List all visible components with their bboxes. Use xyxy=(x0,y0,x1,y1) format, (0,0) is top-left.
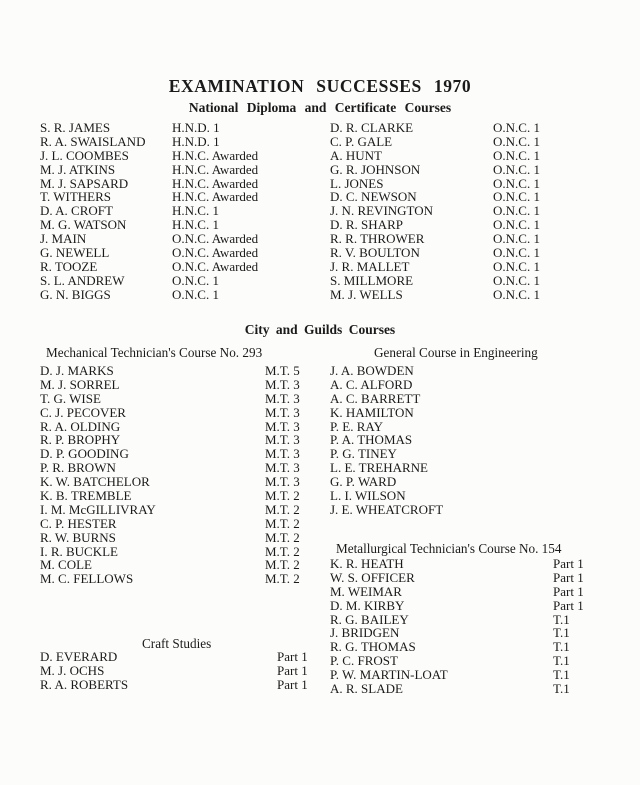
student-name: P. A. THOMAS xyxy=(330,432,413,448)
result-row xyxy=(40,664,308,678)
student-name: J. BRIDGEN xyxy=(330,625,400,641)
student-name: M. COLE xyxy=(40,557,92,573)
result-row xyxy=(40,475,300,489)
exam-result: T.1 xyxy=(553,639,570,655)
exam-result: M.T. 3 xyxy=(265,432,300,448)
result-row xyxy=(40,378,300,392)
student-name: K. W. BATCHELOR xyxy=(40,474,150,490)
student-name: T. G. WISE xyxy=(40,390,101,406)
student-name: P. W. MARTIN-LOAT xyxy=(330,667,448,683)
exam-result: M.T. 2 xyxy=(265,571,300,587)
student-name: M. J. OCHS xyxy=(40,662,105,678)
exam-result: M.T. 3 xyxy=(265,376,300,392)
exam-result: M.T. 2 xyxy=(265,529,300,545)
exam-result: Part 1 xyxy=(553,556,584,571)
student-name: K. HAMILTON xyxy=(330,404,414,420)
result-row xyxy=(330,489,443,503)
result-row xyxy=(40,121,258,135)
exam-result: H.N.C. Awarded xyxy=(172,175,259,191)
result-row xyxy=(330,585,584,599)
exam-result: M.T. 2 xyxy=(265,488,300,504)
student-name: G. NEWELL xyxy=(40,245,110,261)
result-row xyxy=(330,682,584,696)
national-section-heading: National Diploma and Certificate Courses xyxy=(188,100,452,115)
result-row xyxy=(40,461,300,475)
result-row xyxy=(40,274,258,288)
city-guilds-heading: City and Guilds Courses xyxy=(244,322,396,337)
result-row xyxy=(40,190,258,204)
result-row xyxy=(330,613,584,627)
student-name: S. MILLMORE xyxy=(330,272,414,288)
result-row xyxy=(330,406,443,420)
mechanical-course-heading: Mechanical Technician's Course No. 293 xyxy=(46,345,263,360)
exam-result: O.N.C. 1 xyxy=(493,286,540,302)
student-name: R. G. BAILEY xyxy=(330,611,409,627)
exam-result: Part 1 xyxy=(277,662,308,678)
result-row xyxy=(330,149,540,163)
student-name: R. R. THROWER xyxy=(330,231,425,247)
exam-result: O.N.C. Awarded xyxy=(172,231,259,247)
student-name: C. P. GALE xyxy=(330,133,393,149)
student-name: D. C. NEWSON xyxy=(330,189,417,205)
student-name: D. M. KIRBY xyxy=(330,597,405,613)
result-row xyxy=(330,260,540,274)
result-row xyxy=(330,433,443,447)
result-row xyxy=(40,288,258,302)
student-name: M. C. FELLOWS xyxy=(40,571,134,587)
student-name: J. L. COOMBES xyxy=(40,147,129,163)
student-name: M. J. SORREL xyxy=(40,376,120,392)
result-row xyxy=(330,654,584,668)
craft-studies-list xyxy=(40,650,308,692)
exam-result: H.N.C. Awarded xyxy=(172,147,259,163)
exam-result: O.N.C. 1 xyxy=(493,133,540,149)
exam-result: H.N.D. 1 xyxy=(172,133,220,149)
result-row xyxy=(330,246,540,260)
result-row xyxy=(40,558,300,572)
exam-result: O.N.C. 1 xyxy=(493,120,540,135)
general-course-list xyxy=(330,364,443,517)
exam-result: H.N.C. 1 xyxy=(172,217,219,233)
result-row xyxy=(40,406,300,420)
exam-result: T.1 xyxy=(553,667,570,683)
exam-result: M.T. 2 xyxy=(265,557,300,573)
student-name: J. R. MALLET xyxy=(330,258,410,274)
student-name: A. HUNT xyxy=(330,147,382,163)
student-name: P. C. FROST xyxy=(330,653,398,669)
exam-result: O.N.C. 1 xyxy=(172,272,219,288)
exam-result: O.N.C. Awarded xyxy=(172,245,259,261)
student-name: D. EVERARD xyxy=(40,649,118,664)
student-name: R. W. BURNS xyxy=(40,529,116,545)
student-name: A. C. ALFORD xyxy=(330,376,413,392)
result-row xyxy=(40,246,258,260)
student-name: D. A. CROFT xyxy=(40,203,113,219)
student-name: P. R. BROWN xyxy=(40,460,116,476)
exam-result: O.N.C. 1 xyxy=(493,203,540,219)
student-name: C. P. HESTER xyxy=(40,515,117,531)
student-name: P. E. RAY xyxy=(330,418,383,434)
mechanical-course-list xyxy=(40,364,300,586)
result-row xyxy=(330,640,584,654)
student-name: K. R. HEATH xyxy=(330,556,404,571)
result-row xyxy=(330,420,443,434)
student-name: A. R. SLADE xyxy=(330,681,403,697)
student-name: L. E. TREHARNE xyxy=(330,460,428,476)
student-name: D. J. MARKS xyxy=(40,363,114,378)
student-name: M. J. WELLS xyxy=(330,286,403,302)
exam-result: O.N.C. 1 xyxy=(493,147,540,163)
student-name: L. JONES xyxy=(330,175,384,191)
student-name: M. J. ATKINS xyxy=(40,161,116,177)
result-row xyxy=(330,461,443,475)
exam-result: M.T. 3 xyxy=(265,418,300,434)
student-name: R. V. BOULTON xyxy=(330,245,420,261)
result-row xyxy=(40,678,308,692)
result-row xyxy=(330,599,584,613)
exam-result: O.N.C. 1 xyxy=(493,217,540,233)
exam-result: O.N.C. Awarded xyxy=(172,258,259,274)
result-row xyxy=(40,163,258,177)
exam-result: O.N.C. 1 xyxy=(172,286,219,302)
result-row xyxy=(330,232,540,246)
result-row xyxy=(330,163,540,177)
student-name: S. R. JAMES xyxy=(40,120,111,135)
student-name: T. WITHERS xyxy=(40,189,112,205)
student-name: R. G. THOMAS xyxy=(330,639,416,655)
student-name: I. R. BUCKLE xyxy=(40,543,118,559)
result-row xyxy=(330,571,584,585)
page-title: EXAMINATION SUCCESSES 1970 xyxy=(168,76,472,96)
student-name: A. C. BARRETT xyxy=(330,390,421,406)
result-row xyxy=(330,475,443,489)
student-name: L. I. WILSON xyxy=(330,488,406,504)
result-row xyxy=(330,364,443,378)
result-row xyxy=(330,288,540,302)
result-row xyxy=(330,626,584,640)
student-name: D. P. GOODING xyxy=(40,446,129,462)
exam-result: O.N.C. 1 xyxy=(493,161,540,177)
exam-result: H.N.C. Awarded xyxy=(172,189,259,205)
student-name: J. N. REVINGTON xyxy=(330,203,434,219)
student-name: C. J. PECOVER xyxy=(40,404,126,420)
exam-result: M.T. 5 xyxy=(265,363,300,378)
result-row xyxy=(40,517,300,531)
student-name: G. N. BIGGS xyxy=(40,286,111,302)
student-name: R. TOOZE xyxy=(40,258,98,274)
exam-result: M.T. 2 xyxy=(265,515,300,531)
student-name: J. A. BOWDEN xyxy=(330,363,414,378)
exam-result: Part 1 xyxy=(553,597,584,613)
student-name: J. MAIN xyxy=(40,231,87,247)
student-name: M. J. SAPSARD xyxy=(40,175,129,191)
craft-studies-heading: Craft Studies xyxy=(142,636,212,651)
result-row xyxy=(40,177,258,191)
exam-result: H.N.D. 1 xyxy=(172,120,220,135)
exam-result: O.N.C. 1 xyxy=(493,272,540,288)
exam-result: T.1 xyxy=(553,625,570,641)
student-name: W. S. OFFICER xyxy=(330,569,415,585)
result-row xyxy=(40,650,308,664)
student-name: R. A. ROBERTS xyxy=(40,676,129,692)
result-row xyxy=(40,572,300,586)
result-row xyxy=(40,503,300,517)
result-row xyxy=(40,447,300,461)
exam-result: Part 1 xyxy=(277,676,308,692)
exam-result: T.1 xyxy=(553,653,570,669)
exam-result: Part 1 xyxy=(553,569,584,585)
result-row xyxy=(330,177,540,191)
result-row xyxy=(330,378,443,392)
result-row xyxy=(330,503,443,517)
exam-result: M.T. 3 xyxy=(265,446,300,462)
exam-result: O.N.C. 1 xyxy=(493,231,540,247)
student-name: G. P. WARD xyxy=(330,474,397,490)
student-name: I. M. McGILLIVRAY xyxy=(40,501,156,517)
metallurgical-course-list xyxy=(330,557,584,696)
result-row xyxy=(40,149,258,163)
student-name: M. G. WATSON xyxy=(40,217,127,233)
result-row xyxy=(40,545,300,559)
result-row xyxy=(40,260,258,274)
exam-result: H.N.C. 1 xyxy=(172,203,219,219)
result-row xyxy=(40,204,258,218)
student-name: K. B. TREMBLE xyxy=(40,488,132,504)
student-name: R. P. BROPHY xyxy=(40,432,121,448)
exam-result: M.T. 3 xyxy=(265,460,300,476)
metallurgical-course-heading: Metallurgical Technician's Course No. 154 xyxy=(336,541,562,556)
result-row xyxy=(40,489,300,503)
result-row xyxy=(40,364,300,378)
result-row xyxy=(40,392,300,406)
exam-result: M.T. 3 xyxy=(265,474,300,490)
student-name: S. L. ANDREW xyxy=(40,272,125,288)
national-right-column xyxy=(330,121,540,302)
exam-result: M.T. 2 xyxy=(265,543,300,559)
exam-result: M.T. 3 xyxy=(265,404,300,420)
exam-result: Part 1 xyxy=(553,583,584,599)
student-name: G. R. JOHNSON xyxy=(330,161,421,177)
student-name: P. G. TINEY xyxy=(330,446,397,462)
result-row xyxy=(330,218,540,232)
general-course-heading: General Course in Engineering xyxy=(374,345,538,360)
result-row xyxy=(330,121,540,135)
student-name: R. A. SWAISLAND xyxy=(40,133,146,149)
result-row xyxy=(330,190,540,204)
exam-result: T.1 xyxy=(553,611,570,627)
exam-result: O.N.C. 1 xyxy=(493,189,540,205)
result-row xyxy=(40,433,300,447)
exam-result: O.N.C. 1 xyxy=(493,245,540,261)
result-row xyxy=(330,274,540,288)
exam-result: M.T. 2 xyxy=(265,501,300,517)
national-left-column xyxy=(40,121,258,302)
result-row xyxy=(330,204,540,218)
exam-result: M.T. 3 xyxy=(265,390,300,406)
exam-result: H.N.C. Awarded xyxy=(172,161,259,177)
result-row xyxy=(40,135,258,149)
result-row xyxy=(40,420,300,434)
result-row xyxy=(40,218,258,232)
result-row xyxy=(330,557,584,571)
result-row xyxy=(330,668,584,682)
student-name: J. E. WHEATCROFT xyxy=(330,501,444,517)
exam-result: O.N.C. 1 xyxy=(493,175,540,191)
result-row xyxy=(330,447,443,461)
exam-result: Part 1 xyxy=(277,649,308,664)
result-row xyxy=(40,531,300,545)
exam-result: T.1 xyxy=(553,681,570,697)
student-name: D. R. CLARKE xyxy=(330,120,414,135)
student-name: D. R. SHARP xyxy=(330,217,403,233)
exam-result: O.N.C. 1 xyxy=(493,258,540,274)
student-name: R. A. OLDING xyxy=(40,418,121,434)
student-name: M. WEIMAR xyxy=(330,583,402,599)
result-row xyxy=(330,392,443,406)
result-row xyxy=(330,135,540,149)
result-row xyxy=(40,232,258,246)
